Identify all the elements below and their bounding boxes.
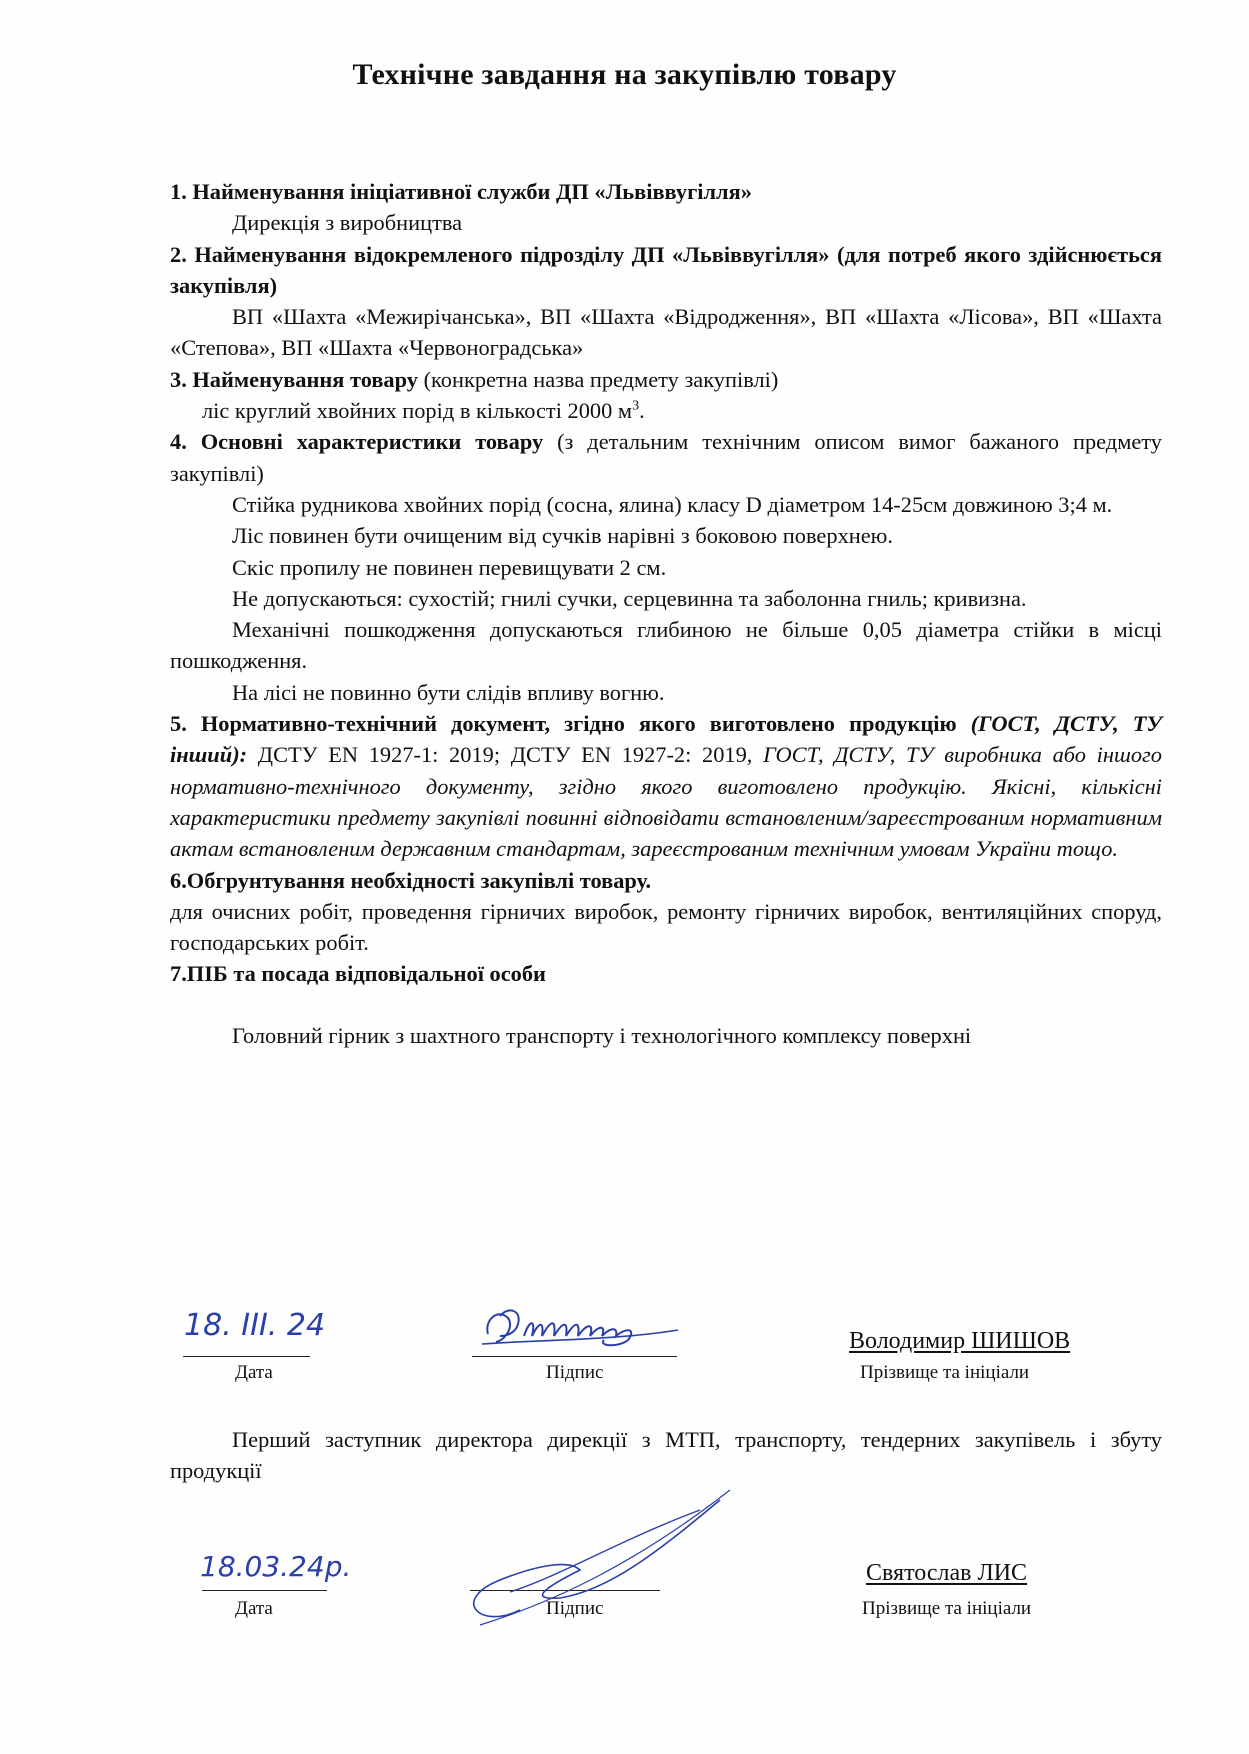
signer-2-sign-caption: Підпис xyxy=(546,1598,604,1619)
section-1-heading: 1. Найменування ініціативної служби ДП «Львіввугілля» xyxy=(170,179,752,204)
signer-2-date-handwritten: 18.03.24р. xyxy=(200,1550,352,1583)
section-2-heading: 2. Найменування відокремленого підрозділу ДП «Львіввугілля» (для потреб якого здійснюється закупівля) xyxy=(170,241,1162,298)
section-4-paragraph-1: Стійка рудникова хвойних порід (сосна, ялина) класу D діаметром 14-25см довжиною 3;4 м. xyxy=(232,491,1113,517)
section-3-text-line xyxy=(170,395,1162,426)
spacer xyxy=(170,990,1162,1020)
signer-1-position: Головний гірник з шахтного транспорту і технологічного комплексу поверхні xyxy=(232,1022,972,1048)
signer-2-position-block xyxy=(170,1424,1162,1487)
section-5-heading: 5. Нормативно-технічний документ, згідно якого виготовлено продукцію xyxy=(170,711,957,737)
section-3-heading: 3. Найменування товару xyxy=(170,366,418,392)
section-1-text: Дирекція з виробництва xyxy=(232,210,463,236)
signer-2-name: Святослав ЛИС xyxy=(866,1560,1028,1586)
section-4-heading: 4. Основні характеристики товару xyxy=(170,429,544,455)
section-3-heading-note: (конкретна назва предмету закупівлі) xyxy=(417,366,779,392)
signer-2-date-caption: Дата xyxy=(235,1598,273,1619)
signer-2-name-caption: Прізвище та ініціали xyxy=(862,1598,1032,1619)
section-4-paragraph-5: Механічні пошкодження допускаються глибиною не більше 0,05 діаметра стійки в місці пошкодження. xyxy=(170,617,1162,674)
signer-1-signature xyxy=(478,1300,688,1360)
signer-1-date-line xyxy=(183,1356,310,1357)
section-5-block xyxy=(170,708,1162,864)
section-4-paragraph-4: Не допускаються: сухостій; гнилі сучки, серцевинна та заболонна гниль; кривизна. xyxy=(232,585,1027,611)
section-5-heading-paren: (ГОСТ, ДСТУ, ТУ інший): xyxy=(170,711,1162,768)
section-3-text: ліс круглий хвойних порід в кількості 2000 м xyxy=(202,398,633,424)
section-6-text: для очисних робіт, проведення гірничих виробок, ремонту гірничих виробок, вентиляційних споруд, господарських робіт. xyxy=(170,898,1162,956)
section-3-text-end: . xyxy=(639,398,645,424)
signer-2-date-line xyxy=(202,1590,327,1591)
signer-1-date-handwritten: 18. ІІІ. 24 xyxy=(184,1308,326,1343)
section-7-heading: 7.ПІБ та посада відповідальної особи xyxy=(170,961,546,987)
section-4-paragraph-6: На лісі не повинно бути слідів впливу вогню. xyxy=(232,679,665,705)
section-6-heading: 6.Обгрунтування необхідності закупівлі товару. xyxy=(170,867,652,893)
section-4-heading-line xyxy=(170,426,1162,489)
section-4-paragraph-2: Ліс повинен бути очищеним від сучків нарівні з боковою поверхнею. xyxy=(232,523,894,549)
section-4-heading-note: (з детальним технічним описом вимог бажаного предмету закупівлі) xyxy=(170,429,1162,486)
section-5-text: ДСТУ EN 1927-1: 2019; ДСТУ EN 1927-2: 2019, xyxy=(247,742,764,768)
signer-1-date-caption: Дата xyxy=(235,1362,273,1383)
section-4-paragraph-3: Скіс пропилу не повинен перевищувати 2 см. xyxy=(232,554,667,580)
document-title: Технічне завдання на закупівлю товару xyxy=(352,58,897,91)
section-3-heading-line xyxy=(170,364,1162,395)
signer-1-name: Володимир ШИШОВ xyxy=(849,1328,1071,1354)
signer-1-sign-caption: Підпис xyxy=(546,1362,604,1383)
section-2-text: ВП «Шахта «Межирічанська», ВП «Шахта «Відродження», ВП «Шахта «Лісова», ВП «Шахта «Степова», ВП «Шахта «Червоноградська» xyxy=(170,304,1162,361)
signer-1-name-caption: Прізвище та ініціали xyxy=(860,1362,1030,1383)
document-body xyxy=(170,176,1162,1051)
section-3-superscript: 3 xyxy=(632,398,640,414)
section-5-text-italic: ГОСТ, ДСТУ, ТУ виробника або іншого нормативно-технічного документу, згідно якого виготовлено продукцію. Якісні, кількісні характеристики предмету закупівлі повинні відповідати встановленим/зареєстрованим нормативним актам встановленим державним стандартам, зареєстрованим технічним умовам України тощо. xyxy=(170,742,1162,862)
signer-2-position: Перший заступник директора дирекції з МТП, транспорту, тендерних закупівель і збуту продукції xyxy=(170,1427,1162,1484)
